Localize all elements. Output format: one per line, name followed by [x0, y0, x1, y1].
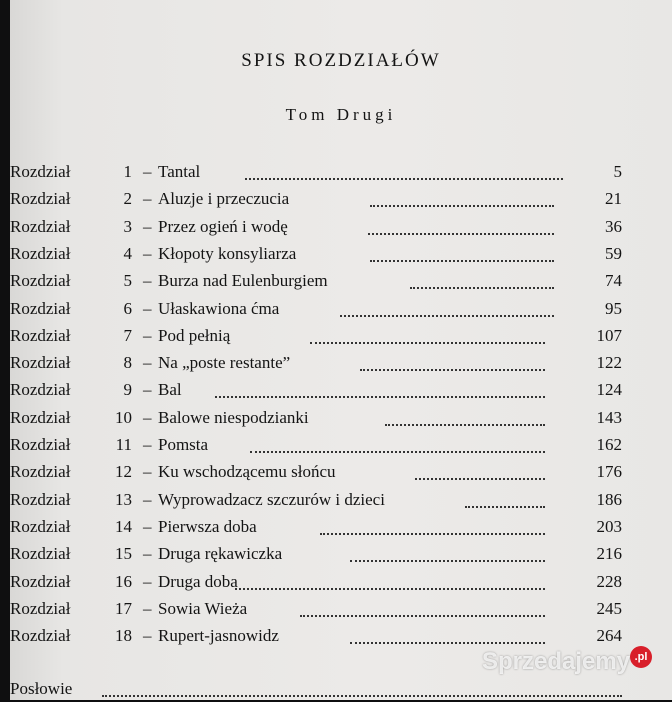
chapter-dash: –	[143, 189, 152, 209]
toc-row	[10, 540, 672, 567]
chapter-title: Balowe niespodzianki	[158, 407, 309, 427]
page-number: 186	[596, 489, 622, 509]
chapter-dash: –	[143, 571, 152, 591]
chapter-title: Ku wschodzącemu słońcu	[158, 462, 336, 482]
chapter-dash: –	[143, 298, 152, 318]
chapter-label: Rozdział	[10, 626, 71, 646]
dot-leader	[310, 342, 545, 344]
toc-row	[10, 158, 672, 185]
chapter-number: 12	[115, 462, 132, 482]
chapter-title: Aluzje i przeczucia	[158, 189, 290, 209]
chapter-dash: –	[143, 544, 152, 564]
page-number: 143	[596, 407, 622, 427]
volume-subtitle: Tom Drugi	[285, 105, 397, 124]
chapter-number: 18	[115, 626, 132, 646]
page-number: 216	[596, 544, 622, 564]
page-number: 122	[596, 353, 622, 373]
dot-leader	[215, 396, 545, 398]
chapter-number: 16	[115, 571, 132, 591]
chapter-title: Druga rękawiczka	[158, 544, 283, 564]
chapter-dash: –	[143, 216, 152, 236]
toc-row	[10, 267, 672, 294]
chapter-label: Rozdział	[10, 162, 71, 181]
chapter-number: 10	[115, 407, 132, 427]
chapter-title: Pomsta	[158, 435, 209, 454]
chapter-label: Rozdział	[10, 598, 71, 618]
chapter-label: Rozdział	[10, 271, 71, 291]
toc-row	[10, 240, 672, 267]
toc-row	[10, 595, 672, 622]
chapter-dash: –	[143, 271, 152, 291]
chapter-title: Pierwsza doba	[158, 516, 257, 536]
dot-leader	[250, 451, 545, 453]
chapter-title: Wyprowadzacz szczurów i dzieci	[158, 489, 385, 509]
chapter-dash: –	[143, 626, 152, 646]
chapter-label: Rozdział	[10, 462, 71, 482]
chapter-dash: –	[143, 353, 152, 373]
toc-row	[10, 431, 672, 458]
chapter-number: 3	[123, 216, 132, 236]
page-number: 21	[605, 189, 622, 209]
page-number: 228	[596, 571, 622, 591]
chapter-label: Rozdział	[10, 544, 71, 564]
chapter-label: Rozdział	[10, 489, 71, 509]
chapter-title: Pod pełnią	[158, 325, 231, 345]
chapter-number: 15	[115, 544, 132, 564]
postscript-label: Posłowie	[10, 679, 73, 698]
chapter-number: 2	[123, 189, 132, 209]
page-title: SPIS ROZDZIAŁÓW	[241, 50, 441, 71]
page-number: 5	[613, 162, 622, 181]
chapter-title: Sowia Wieża	[158, 598, 248, 618]
chapter-number: 14	[115, 516, 132, 536]
dot-leader	[465, 506, 545, 508]
dot-leader	[360, 369, 545, 371]
chapter-label: Rozdział	[10, 325, 71, 345]
chapter-label: Rozdział	[10, 243, 71, 263]
chapter-label: Rozdział	[10, 189, 71, 209]
dot-leader	[370, 260, 554, 262]
page-number: 59	[605, 243, 622, 263]
chapter-dash: –	[143, 516, 152, 536]
page-number: 203	[596, 516, 622, 536]
chapter-number: 8	[123, 353, 132, 373]
toc-row	[10, 349, 672, 376]
dot-leader	[368, 233, 554, 235]
chapter-title: Burza nad Eulenburgiem	[158, 271, 328, 291]
chapter-title: Bal	[158, 380, 182, 400]
chapter-label: Rozdział	[10, 380, 71, 400]
chapter-number: 1	[123, 162, 132, 181]
chapter-title: Tantal	[158, 162, 201, 181]
page-number: 264	[596, 626, 622, 646]
chapter-number: 6	[123, 298, 132, 318]
dot-leader	[415, 478, 545, 480]
chapter-number: 11	[115, 435, 132, 454]
toc-row	[10, 404, 672, 431]
postscript-row	[10, 675, 672, 702]
dot-leader	[300, 615, 545, 617]
chapter-dash: –	[143, 407, 152, 427]
page-number: 124	[596, 380, 622, 400]
chapter-label: Rozdział	[10, 216, 71, 236]
chapter-label: Rozdział	[10, 353, 71, 373]
toc-row	[10, 458, 672, 485]
toc-row	[10, 322, 672, 349]
chapter-title: Rupert-jasnowidz	[158, 626, 279, 646]
dot-leader	[245, 178, 563, 180]
chapter-number: 13	[115, 489, 132, 509]
chapter-label: Rozdział	[10, 571, 71, 591]
chapter-title: Kłopoty konsyliarza	[158, 243, 297, 263]
dot-leader	[340, 315, 554, 317]
dot-leader	[370, 205, 554, 207]
chapter-title: Na „poste restante”	[158, 353, 291, 373]
chapter-dash: –	[143, 162, 152, 181]
dot-leader	[320, 533, 545, 535]
toc-row	[10, 376, 672, 403]
book-page	[10, 0, 672, 700]
dot-leader	[350, 642, 545, 644]
chapter-dash: –	[143, 435, 152, 454]
chapter-number: 4	[123, 243, 132, 263]
chapter-number: 17	[115, 598, 132, 618]
chapter-number: 5	[123, 271, 132, 291]
page-number: 176	[596, 462, 622, 482]
toc-row	[10, 213, 672, 240]
chapter-dash: –	[143, 462, 152, 482]
chapter-dash: –	[143, 489, 152, 509]
toc-row	[10, 295, 672, 322]
dot-leader	[235, 588, 545, 590]
dot-leader	[385, 424, 545, 426]
watermark-text: Sprzedajemy	[482, 648, 631, 675]
dot-leader	[410, 287, 554, 289]
watermark-badge: .pl	[630, 646, 652, 668]
page-number: 36	[605, 216, 622, 236]
page-number: 95	[605, 298, 622, 318]
page-number: 74	[605, 271, 622, 291]
toc-row	[10, 513, 672, 540]
chapter-title: Przez ogień i wodę	[158, 216, 288, 236]
dot-leader	[102, 695, 622, 697]
toc-row	[10, 622, 672, 649]
chapter-dash: –	[143, 598, 152, 618]
page-number: 245	[596, 598, 622, 618]
chapter-label: Rozdział	[10, 516, 71, 536]
toc-row	[10, 568, 672, 595]
chapter-number: 7	[123, 325, 132, 345]
chapter-label: Rozdział	[10, 407, 71, 427]
chapter-dash: –	[143, 243, 152, 263]
chapter-title: Druga doba	[158, 571, 238, 591]
chapter-label: Rozdział	[10, 298, 71, 318]
toc-row	[10, 185, 672, 212]
page-number: 162	[596, 435, 622, 454]
chapter-number: 9	[123, 380, 132, 400]
chapter-label: Rozdział	[10, 435, 71, 454]
chapter-dash: –	[143, 325, 152, 345]
chapter-title: Ułaskawiona ćma	[158, 298, 280, 318]
toc-row	[10, 486, 672, 513]
dot-leader	[350, 560, 545, 562]
chapter-dash: –	[143, 380, 152, 400]
page-number: 107	[596, 325, 622, 345]
